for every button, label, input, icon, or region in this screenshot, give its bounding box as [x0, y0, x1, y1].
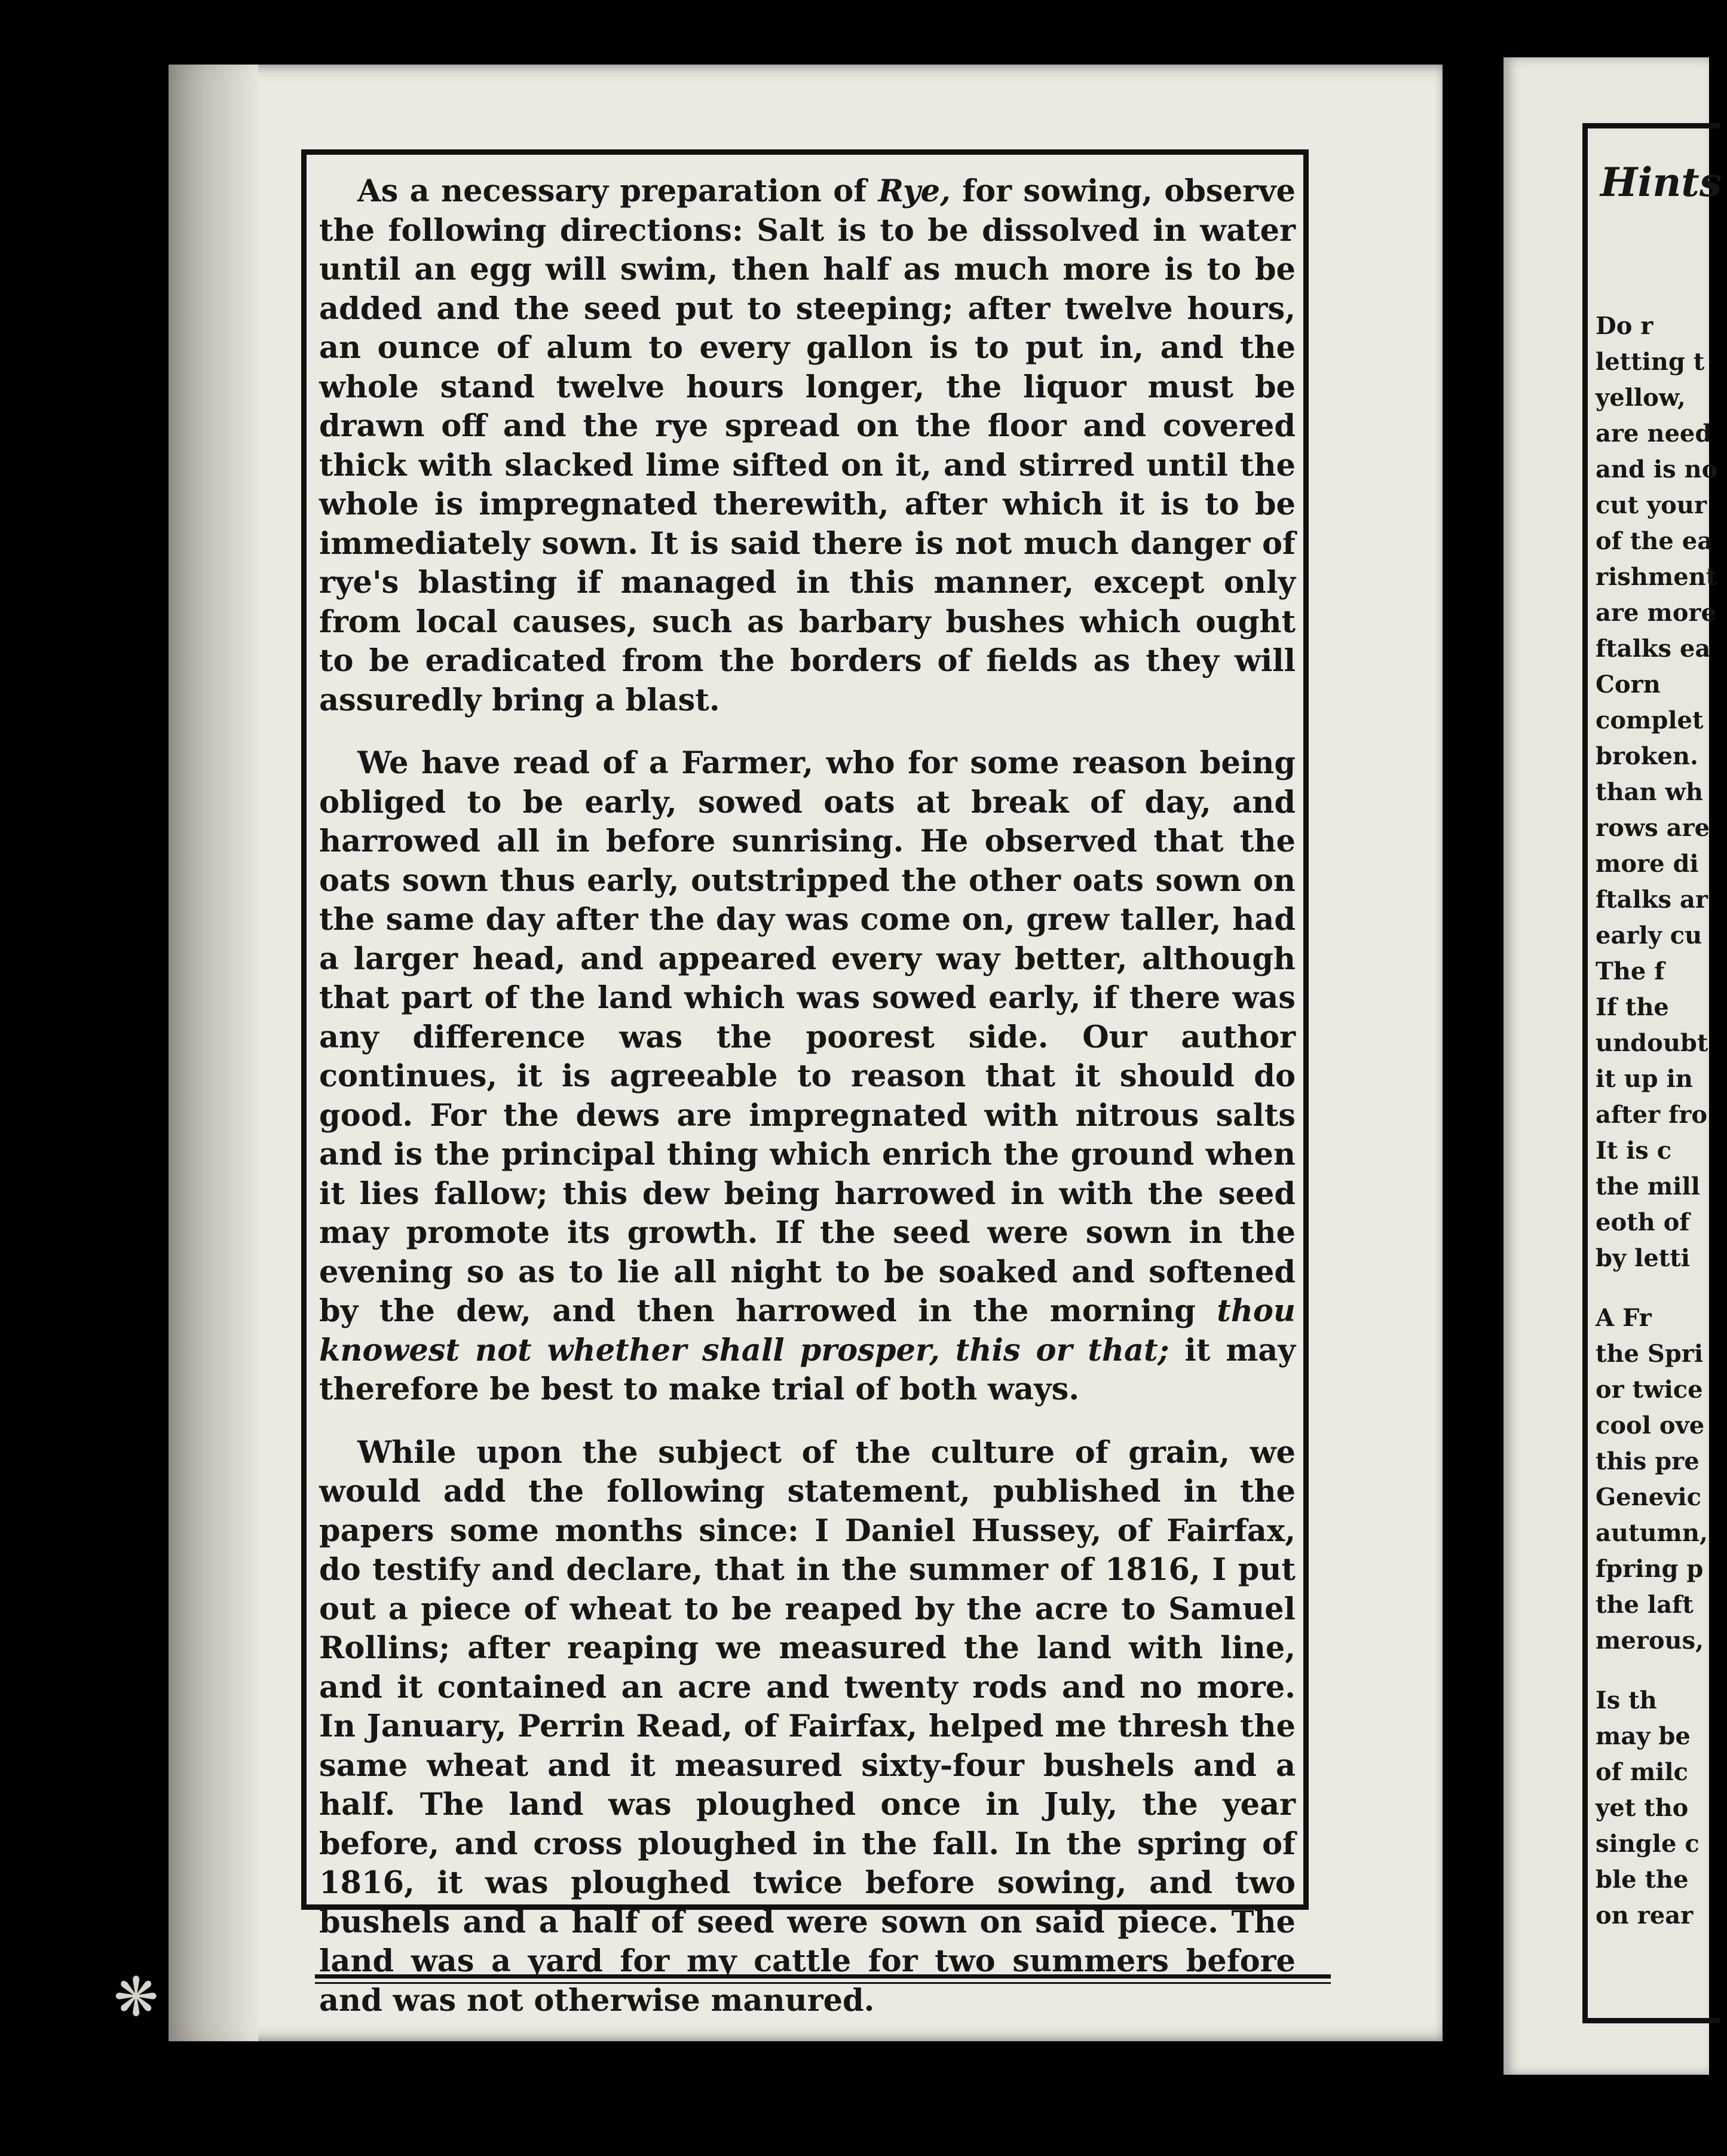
right-page-line: rishment: [1596, 563, 1717, 591]
right-page-line: it up in: [1596, 1065, 1693, 1093]
line-gap: [1596, 1659, 1727, 1683]
right-page-line: Corn: [1596, 670, 1661, 699]
right-page-line: A Fr: [1596, 1304, 1652, 1332]
right-page-line: Do r: [1596, 312, 1653, 340]
right-page: [1504, 57, 1722, 2075]
right-page-line: eoth of: [1596, 1208, 1690, 1236]
right-page-line: or twice: [1596, 1376, 1703, 1404]
right-page-line: autumn,: [1596, 1519, 1708, 1547]
right-page-line: and is no: [1596, 455, 1718, 483]
right-page-line: by letti: [1596, 1244, 1690, 1272]
right-page-line: the mill: [1596, 1172, 1700, 1200]
right-page-line: the laft: [1596, 1591, 1694, 1619]
right-page-line: letting t: [1596, 348, 1705, 376]
right-page-line: The f: [1596, 957, 1665, 985]
right-page-line: ftalks ea: [1596, 635, 1711, 663]
right-page-line: merous,: [1596, 1627, 1704, 1655]
right-page-line: ble the: [1596, 1866, 1689, 1894]
right-page-line: undoubt: [1596, 1029, 1708, 1057]
right-page-line: on rear: [1596, 1901, 1694, 1930]
right-page-line: rows are: [1596, 814, 1710, 842]
bottom-double-rule: [315, 1974, 1331, 1984]
right-page-line: cool ove: [1596, 1411, 1705, 1440]
right-page-line: than wh: [1596, 778, 1703, 806]
right-page-line: ftalks ar: [1596, 886, 1708, 914]
right-page-line: single c: [1596, 1830, 1700, 1858]
right-page-line: of milc: [1596, 1758, 1688, 1786]
line-gap: [1596, 1276, 1727, 1300]
right-page-text-column: [1596, 308, 1727, 1934]
right-page-line: after fro: [1596, 1101, 1708, 1129]
italic-rye: Rye,: [878, 173, 951, 209]
right-page-line: It is c: [1596, 1137, 1672, 1165]
right-page-line: yet tho: [1596, 1794, 1689, 1822]
left-page: [169, 65, 1443, 2041]
right-page-line: more di: [1596, 850, 1699, 878]
right-page-line: If the: [1596, 993, 1669, 1021]
right-page-line: cut your: [1596, 491, 1707, 519]
paragraph-wheat-statement: While upon the subject of the culture of grain, we would add the following statement, published in the papers some months since: I Daniel Hussey, of Fairfax, do testify and declare, that in the summer of 1816, I put out a piece of wheat to be reaped by the acre to Samuel Rollins; after reaping we measured the land with line, and it contained an acre and twenty rods and no more. In January, Perrin Read, of Fairfax, helped me thresh the same wheat and it measured sixty-four bushels and a half. The land was ploughed once in July, the year before, and cross ploughed in the fall. In the spring of 1816, it was ploughed twice before sowing, and two bushels and a half of seed were sown on said piece. The land was a yard for my cattle for two summers before and was not otherwise manured.: [319, 1434, 1296, 2019]
right-page-line: fpring p: [1596, 1555, 1704, 1583]
right-page-line: this pre: [1596, 1447, 1700, 1475]
right-page-line: Is th: [1596, 1686, 1657, 1714]
right-page-line: are need: [1596, 419, 1712, 448]
right-page-line: early cu: [1596, 921, 1702, 950]
right-page-title: Hints: [1600, 159, 1722, 206]
italic-quotation: thou knowest not whether shall prosper, this or that;: [319, 1293, 1296, 1368]
ornament-icon: ❋: [114, 1966, 159, 2029]
right-page-line: complet: [1596, 706, 1704, 734]
right-page-line: yellow,: [1596, 384, 1686, 412]
right-page-line: the Spri: [1596, 1340, 1704, 1368]
right-page-line: are more: [1596, 599, 1716, 627]
right-page-line: Genevic: [1596, 1483, 1701, 1511]
article-body: [319, 172, 1296, 2044]
right-page-line: of the ea: [1596, 527, 1713, 555]
paragraph-rye-preparation: As a necessary preparation of Rye, for sowing, observe the following directions: Salt is to be dissolved in water until an egg will swim, then half as much more is to be added and the seed put to steeping; after twelve hours, an ounce of alum to every gallon is to put in, and the whole stand twelve hours longer, the liquor must be drawn off and the rye spread on the floor and covered thick with slacked lime sifted on it, and stirred until the whole is impregnated therewith, after which it is to be immediately sown. It is said there is not much danger of rye's blasting if managed in this manner, except only from local causes, such as barbary bushes which ought to be eradicated from the borders of fields as they will assuredly bring a blast.: [319, 173, 1296, 718]
right-page-line: broken.: [1596, 742, 1698, 770]
page-spine-shadow: [169, 65, 258, 2041]
paragraph-farmer-oats: We have read of a Farmer, who for some reason being obliged to be early, sowed oats at break of day, and harrowed all in before sunrising. He observed that the oats sown thus early, outstripped the other oats sown on the same day after the day was come on, grew taller, had a larger head, and appeared every way better, although that part of the land which was sowed early, if there was any difference was the poorest side. Our author continues, it is agreeable to reason that it should do good. For the dews are impregnated with nitrous salts and is the principal thing which enrich the ground when it lies fallow; this dew being harrowed in with the seed may promote its growth. If the seed were sown in the evening so as to lie all night to be soaked and softened by the dew, and then harrowed in the morning thou knowest not whether shall prosper, this or that; it may therefore be best to make trial of both ways.: [319, 745, 1296, 1407]
right-page-line: may be: [1596, 1722, 1691, 1750]
